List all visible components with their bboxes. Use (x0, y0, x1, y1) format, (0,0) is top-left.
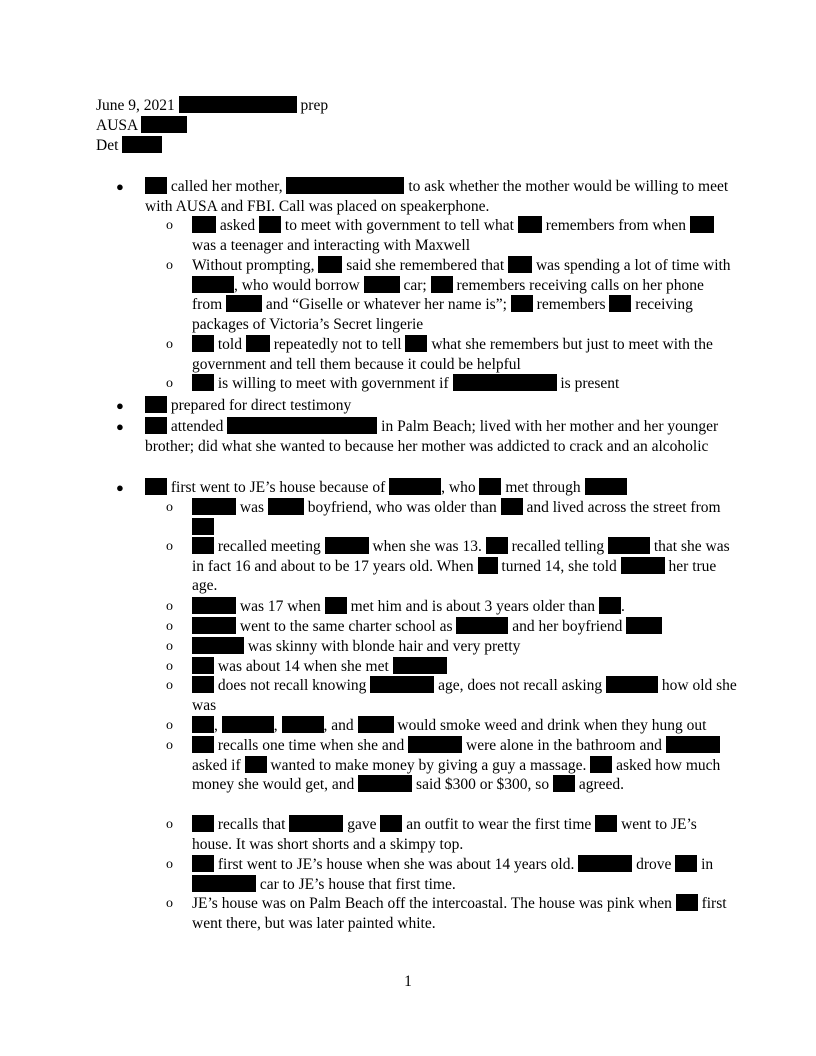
list-item: prepared for direct testimony (145, 396, 735, 416)
list-item: is willing to meet with government if is present (192, 374, 737, 394)
redaction (192, 537, 214, 554)
sub-bullet-icon: o (166, 639, 173, 654)
sub-bullet-icon: o (166, 659, 173, 674)
bullet-icon: ● (116, 179, 124, 194)
redaction (192, 498, 236, 515)
redaction (192, 815, 214, 832)
redaction (245, 756, 267, 773)
sub-bullet-icon: o (166, 376, 173, 391)
list-item: Without prompting, said she remembered that was spending a lot of time with , who would borrow car; remembers receiving calls on her phone from and “Giselle or whatever her name is”; remembers receiving packages of Victoria’s Secret lingerie (192, 257, 731, 333)
list-item: was boyfriend, who was older than and lived across the street from (192, 498, 737, 537)
list-item: asked to meet with government to tell what remembers from when was a teenager and interacting with Maxwell (192, 216, 737, 255)
sub-bullet-icon: o (166, 678, 173, 693)
redaction (318, 256, 342, 273)
list-item: first went to JE’s house because of , who met through (145, 478, 735, 498)
redaction (282, 716, 324, 733)
redaction (606, 676, 658, 693)
redaction (370, 676, 434, 693)
sub-bullet-icon: o (166, 599, 173, 614)
redaction (621, 557, 665, 574)
redaction (393, 657, 447, 674)
redaction (599, 597, 621, 614)
header-ausa-line: AUSA (96, 116, 187, 136)
redaction (122, 136, 162, 153)
sub-bullet-icon: o (166, 500, 173, 515)
redaction (192, 875, 256, 892)
list-item: does not recall knowing age, does not recall asking how old she was (192, 677, 737, 714)
list-item: was skinny with blonde hair and very pretty (192, 637, 737, 657)
redaction (358, 716, 394, 733)
redaction (364, 276, 400, 293)
redaction (626, 617, 662, 634)
bullet-icon: ● (116, 419, 124, 434)
redaction (192, 374, 214, 391)
redaction (508, 256, 532, 273)
redaction (141, 116, 187, 133)
header-date-line: June 9, 2021 prep (96, 97, 329, 114)
redaction (192, 855, 214, 872)
redaction (405, 335, 427, 352)
bullet-icon: ● (116, 480, 124, 495)
redaction (358, 775, 412, 792)
redaction (486, 537, 508, 554)
redaction (192, 276, 234, 293)
redaction (145, 417, 167, 434)
redaction (609, 295, 631, 312)
sub-bullet-icon: o (166, 817, 173, 832)
redaction (268, 498, 304, 515)
list-item: was about 14 when she met (192, 657, 737, 677)
redaction (478, 557, 498, 574)
redaction (227, 417, 377, 434)
redaction (192, 597, 236, 614)
sub-bullet-icon: o (166, 738, 173, 753)
list-item: first went to JE’s house when she was about 14 years old. drove in car to JE’s house that first time. (192, 855, 737, 894)
list-item: JE’s house was on Palm Beach off the intercoastal. The house was pink when first went there, but was later painted white. (192, 895, 727, 932)
sub-bullet-icon: o (166, 619, 173, 634)
bullet-icon: ● (116, 398, 124, 413)
redaction (192, 657, 214, 674)
redaction (145, 177, 167, 194)
list-item: recalled meeting when she was 13. recalled telling that she was in fact 16 and about to be 17 years old. When turned 14, she told her true age. (192, 538, 730, 595)
redaction (259, 216, 281, 233)
redaction (286, 177, 404, 194)
redaction (289, 815, 343, 832)
redaction (192, 637, 244, 654)
list-item: recalls one time when she and were alone in the bathroom and asked if wanted to make money by giving a guy a massage. asked how much money she would get, and said $300 or $300, so agreed. (192, 737, 721, 794)
redaction (479, 478, 501, 495)
redaction (380, 815, 402, 832)
redaction (226, 295, 262, 312)
list-item: , , , and would smoke weed and drink when they hung out (192, 716, 737, 736)
redaction (553, 775, 575, 792)
redaction (590, 756, 612, 773)
sub-bullet-icon: o (166, 857, 173, 872)
sub-bullet-icon: o (166, 337, 173, 352)
redaction (608, 537, 650, 554)
redaction (511, 295, 533, 312)
redaction (518, 216, 542, 233)
redaction (666, 736, 720, 753)
redaction (453, 374, 557, 391)
redaction (192, 216, 216, 233)
redaction (145, 396, 167, 413)
redaction (145, 478, 167, 495)
redaction (325, 537, 369, 554)
list-item: attended in Palm Beach; lived with her mother and her younger brother; did what she wanted to because her mother was addicted to crack and an alcoholic (145, 418, 719, 455)
redaction (192, 335, 214, 352)
sub-bullet-icon: o (166, 258, 173, 273)
redaction (408, 736, 462, 753)
redaction (578, 855, 632, 872)
list-item: was 17 when met him and is about 3 years older than . (192, 597, 737, 617)
redaction (676, 894, 698, 911)
sub-bullet-icon: o (166, 539, 173, 554)
redaction (431, 276, 453, 293)
page-number: 1 (404, 973, 412, 990)
redaction (246, 335, 270, 352)
sub-bullet-icon: o (166, 896, 173, 911)
redaction (675, 855, 697, 872)
redaction (595, 815, 617, 832)
redaction (179, 96, 297, 113)
list-item: told repeatedly not to tell what she remembers but just to meet with the government and tell them because it could be helpful (192, 336, 713, 373)
redaction (222, 716, 274, 733)
header-det-line: Det (96, 136, 162, 156)
redaction (192, 736, 214, 753)
redaction (501, 498, 523, 515)
redaction (690, 216, 714, 233)
sub-bullet-icon: o (166, 218, 173, 233)
redaction (325, 597, 347, 614)
redaction (389, 478, 441, 495)
redaction (192, 676, 214, 693)
redaction (192, 716, 214, 733)
redaction (192, 617, 236, 634)
list-item: called her mother, to ask whether the mother would be willing to meet with AUSA and FBI. Call was placed on speakerphone. (145, 178, 729, 215)
redaction (585, 478, 627, 495)
sub-bullet-icon: o (166, 718, 173, 733)
redaction (456, 617, 508, 634)
list-item: recalls that gave an outfit to wear the first time went to JE’s house. It was short shorts and a skimpy top. (192, 816, 697, 853)
redaction (192, 518, 214, 535)
list-item: went to the same charter school as and her boyfriend (192, 617, 737, 637)
